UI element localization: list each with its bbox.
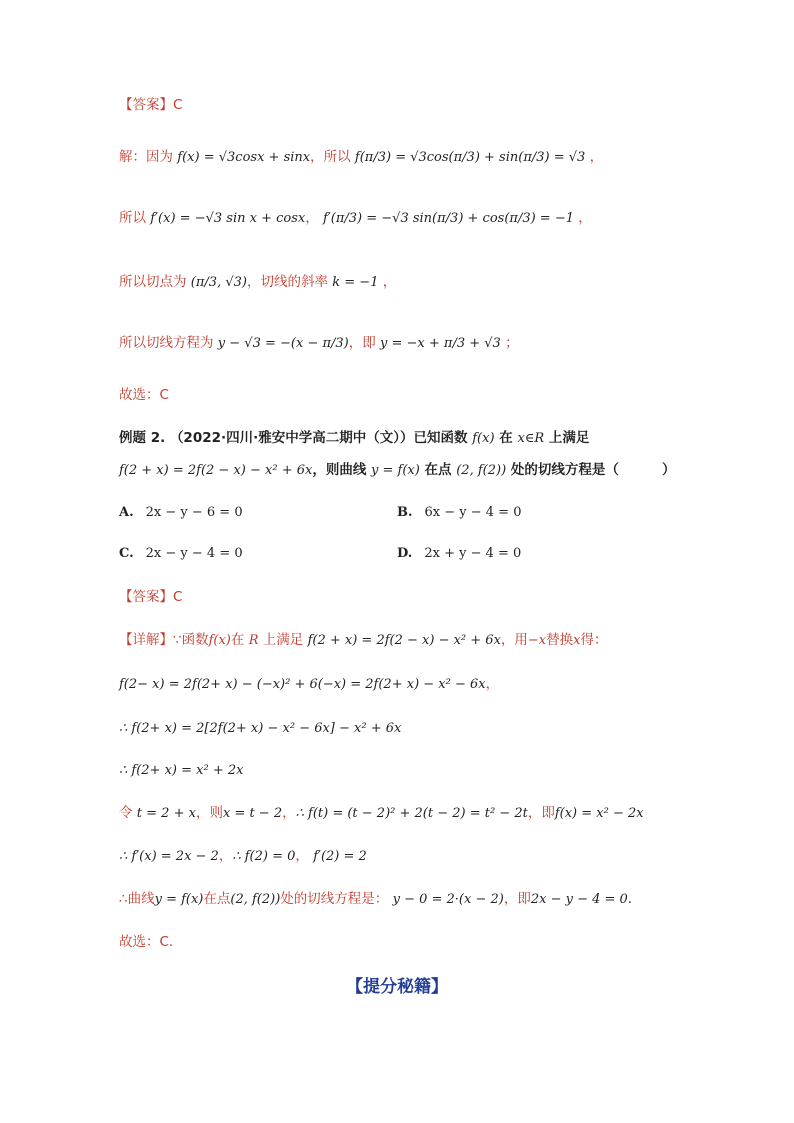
text: 处的切线方程是： — [280, 891, 389, 907]
text: 替换 — [546, 632, 574, 648]
formula: (π/3, √3) — [190, 275, 247, 290]
section-heading: 【提分秘籍】 — [346, 977, 448, 997]
text: 得： — [580, 632, 608, 648]
option-text: 2x − y − 6 = 0 — [145, 505, 243, 520]
text: ， — [295, 848, 309, 864]
formula: ∴ f′(x) = 2x − 2 — [119, 849, 219, 864]
formula: ∴ f(2) = 0 — [232, 849, 296, 864]
text: ∴曲线 — [119, 891, 155, 907]
text: ； — [505, 335, 519, 351]
formula: x = t − 2 — [222, 806, 283, 821]
text: ，则曲线 — [312, 462, 367, 478]
text: 所以 — [119, 210, 146, 226]
formula: f(x) = x² − 2x — [554, 806, 644, 821]
answer-line-2 — [119, 587, 182, 607]
detail-line-5 — [119, 803, 644, 824]
text: ，即 — [503, 891, 531, 907]
solution-line-1 — [119, 147, 603, 168]
text: 在点 — [424, 462, 452, 478]
answer-value: C — [173, 97, 183, 113]
text: ， — [305, 210, 319, 226]
example-label: 例题 2. — [119, 430, 166, 446]
text: 在 — [499, 430, 513, 446]
answer-label: 【答案】 — [119, 97, 173, 113]
answer-line-1 — [119, 95, 182, 115]
option-text: 2x − y − 4 = 0 — [145, 546, 243, 561]
text: 所以切点为 — [119, 274, 187, 290]
formula: ∴ f(2+ x) = 2[2f(2+ x) − x² − 6x] − x² + 6x — [119, 721, 402, 736]
example-source: （2022·四川·雅安中学高二期中（文）） — [169, 430, 414, 446]
formula: y − √3 = −(x − π/3) — [217, 336, 349, 351]
solution-conclusion: 故选：C — [119, 387, 169, 403]
option-a[interactable] — [119, 505, 243, 520]
formula: f(2 + x) = 2f(2 − x) − x² + 6x — [119, 463, 313, 478]
text: ， — [589, 149, 604, 165]
text: 上满足 — [548, 430, 590, 446]
text: 已知函数 — [413, 430, 468, 446]
option-label: C. — [119, 546, 134, 561]
formula: x∈R — [517, 431, 545, 446]
example-2-line-2 — [119, 460, 619, 481]
text: 上满足 — [262, 632, 304, 648]
text: 解：因为 — [119, 149, 173, 165]
text: 所以切线方程为 — [119, 335, 214, 351]
formula: f′(x) = −√3 sin x + cosx — [150, 211, 306, 226]
formula: f(π/3) = √3cos(π/3) + sin(π/3) = √3 — [354, 150, 586, 165]
text: ，用 — [500, 632, 528, 648]
text: 令 — [119, 805, 133, 821]
example-2-line-1 — [119, 428, 589, 449]
formula: k = −1 — [332, 275, 379, 290]
formula: f(2− x) = 2f(2+ x) − (−x)² + 6(−x) = 2f(2+ x) − x² − 6x — [119, 677, 486, 692]
formula: y − 0 = 2·(x − 2) — [392, 892, 504, 907]
formula: x — [573, 633, 581, 648]
formula: R — [248, 633, 259, 648]
answer-label: 【答案】 — [119, 589, 173, 605]
formula: (2, f(2)) — [456, 463, 507, 478]
detail-line-3 — [119, 718, 401, 739]
text: 处的切线方程是（ — [510, 462, 619, 478]
option-text: 6x − y − 4 = 0 — [424, 505, 522, 520]
formula: f(x) — [472, 431, 495, 446]
example-2-paren-close: ） — [662, 462, 676, 478]
option-text: 2x + y − 4 = 0 — [424, 546, 522, 561]
formula: −x — [527, 633, 547, 648]
solution-line-4 — [119, 333, 519, 354]
text: ，则 — [195, 805, 223, 821]
formula: ∴ f(t) = (t − 2)² + 2(t − 2) = t² − 2t — [295, 806, 528, 821]
option-d[interactable] — [397, 546, 521, 561]
option-c[interactable] — [119, 546, 243, 561]
text: ，切线的斜率 — [246, 274, 328, 290]
answer-value: C — [173, 589, 183, 605]
formula: y = f(x) — [371, 463, 420, 478]
formula: ∴ f(2+ x) = x² + 2x — [119, 763, 244, 778]
option-label: A. — [119, 505, 134, 520]
option-b[interactable] — [397, 505, 521, 520]
detail-conclusion: 故选：C. — [119, 934, 174, 950]
text: ，即 — [527, 805, 555, 821]
formula: (2, f(2)) — [230, 892, 281, 907]
solution-line-3 — [119, 272, 396, 293]
formula: f′(π/3) = −√3 sin(π/3) + cos(π/3) = −1 — [323, 211, 574, 226]
detail-line-6 — [119, 846, 367, 867]
formula: 2x − y − 4 = 0. — [530, 892, 632, 907]
solution-line-2 — [119, 208, 592, 229]
detail-line-1 — [119, 630, 607, 651]
text: ， — [485, 676, 500, 692]
text: ， — [282, 805, 296, 821]
formula: y = −x + π/3 + √3 — [380, 336, 501, 351]
text: ，即 — [348, 335, 376, 351]
formula: f(x) — [208, 633, 231, 648]
detail-label: 【详解】 — [119, 632, 173, 648]
detail-line-4 — [119, 760, 243, 781]
formula: y = f(x) — [154, 892, 204, 907]
detail-line-2 — [119, 674, 499, 695]
text: ， — [218, 848, 233, 864]
detail-line-7 — [119, 889, 632, 910]
text: ∵函数 — [173, 632, 209, 648]
text: ， — [578, 210, 592, 226]
formula: t = 2 + x — [136, 806, 196, 821]
text: 在 — [230, 632, 245, 648]
option-label: B. — [397, 505, 413, 520]
option-label: D. — [397, 546, 413, 561]
text: 在点 — [203, 891, 231, 907]
formula: f(x) = √3cosx + sinx — [177, 150, 311, 165]
formula: f′(2) = 2 — [313, 849, 367, 864]
formula: f(2 + x) = 2f(2 − x) − x² + 6x — [307, 633, 501, 648]
text: ， — [382, 274, 397, 290]
text: ，所以 — [310, 149, 351, 165]
